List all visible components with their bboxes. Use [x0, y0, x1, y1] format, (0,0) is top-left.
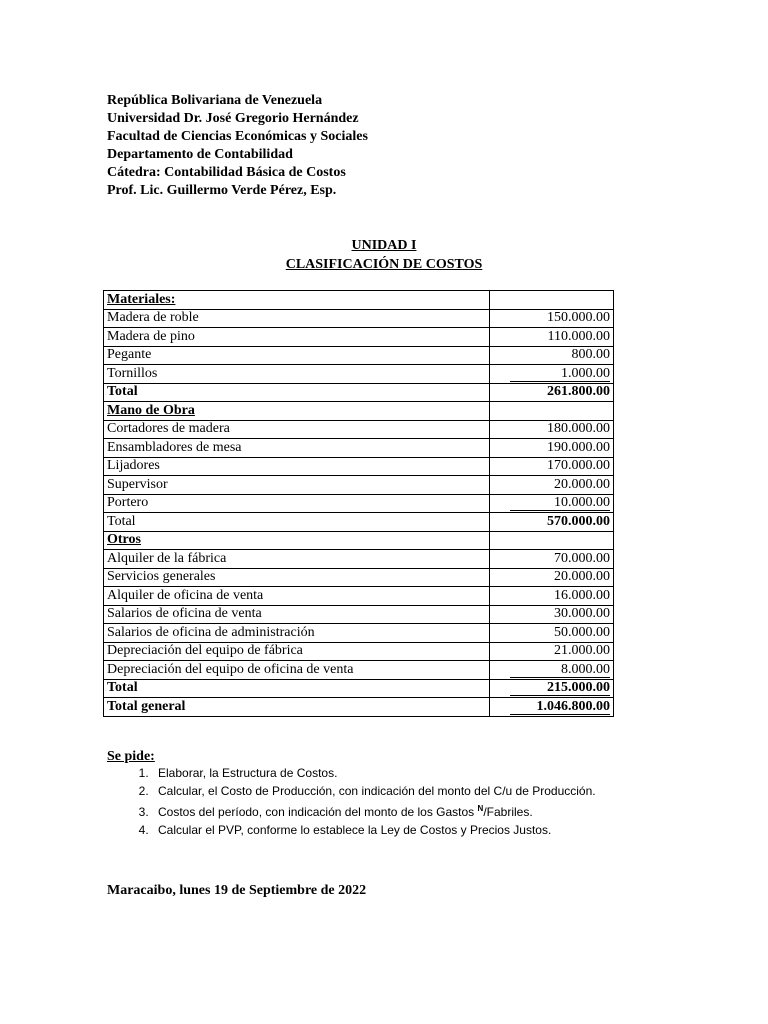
row-value: 170.000.00 [490, 457, 614, 476]
table-row [104, 346, 614, 365]
section-heading-materiales: Materiales: [104, 291, 490, 310]
instruction-text: Elaborar, la Estructura de Costos. [158, 766, 338, 780]
total-value: 570.000.00 [490, 513, 614, 532]
total-value: 215.000.00 [510, 681, 610, 696]
institution-header [107, 92, 368, 200]
table-row [104, 439, 614, 458]
table-row [104, 309, 614, 328]
instruction-item [152, 822, 596, 840]
instructions-block [107, 748, 596, 839]
table-row [104, 661, 614, 680]
section-header-row [104, 291, 614, 310]
row-label: Depreciación del equipo de oficina de venta [104, 661, 490, 680]
grand-total-row [104, 698, 614, 717]
table-row [104, 624, 614, 643]
header-line: República Bolivariana de Venezuela [107, 93, 323, 108]
instruction-text: Calcular el PVP, conforme lo establece la Ley de Costos y Precios Justos. [158, 822, 552, 837]
total-row [104, 513, 614, 532]
place-date: Maracaibo, lunes 19 de Septiembre de 2022 [107, 883, 367, 898]
row-value: 20.000.00 [490, 568, 614, 587]
row-value: 1.000.00 [510, 367, 610, 382]
table-row [104, 642, 614, 661]
total-label: Total [104, 679, 490, 698]
table-row [104, 420, 614, 439]
row-label: Supervisor [104, 476, 490, 495]
row-value: 150.000.00 [490, 309, 614, 328]
row-value: 110.000.00 [490, 328, 614, 347]
section-header-row [104, 402, 614, 421]
total-label: Total [104, 383, 490, 402]
row-value: 20.000.00 [490, 476, 614, 495]
table-row [104, 365, 614, 384]
table-row [104, 457, 614, 476]
section-header-row [104, 531, 614, 550]
row-label: Ensambladores de mesa [104, 439, 490, 458]
instructions-list [107, 765, 596, 839]
table-row [104, 550, 614, 569]
row-label: Alquiler de oficina de venta [104, 587, 490, 606]
row-value: 30.000.00 [490, 605, 614, 624]
instruction-text: Calcular, el Costo de Producción, con indicación del monto del C/u de Producción. [158, 783, 596, 798]
row-value: 800.00 [490, 346, 614, 365]
instruction-text: Costos del período, con indicación del monto de los Gastos [158, 805, 475, 819]
row-label: Alquiler de la fábrica [104, 550, 490, 569]
instruction-superscript: N [477, 804, 484, 813]
row-value: 180.000.00 [490, 420, 614, 439]
row-value: 10.000.00 [510, 496, 610, 511]
unit-subtitle: CLASIFICACIÓN DE COSTOS [285, 257, 483, 272]
row-label: Lijadores [104, 457, 490, 476]
section-heading-otros: Otros [104, 531, 490, 550]
total-label: Total [104, 513, 490, 532]
row-value: 8.000.00 [510, 663, 610, 678]
row-label: Salarios de oficina de administración [104, 624, 490, 643]
row-label: Madera de roble [104, 309, 490, 328]
table-row [104, 605, 614, 624]
row-label: Madera de pino [104, 328, 490, 347]
instructions-lead: Se pide: [107, 749, 155, 764]
row-label: Tornillos [104, 365, 490, 384]
table-row [104, 328, 614, 347]
header-line: Departamento de Contabilidad [107, 147, 293, 162]
header-line: Prof. Lic. Guillermo Verde Pérez, Esp. [107, 183, 337, 198]
unit-title: UNIDAD I [351, 238, 417, 253]
instruction-item [152, 783, 596, 801]
row-label: Portero [104, 494, 490, 513]
cost-table [103, 290, 614, 717]
table-row [104, 568, 614, 587]
grand-total-label: Total general [104, 698, 490, 717]
instruction-tail: /Fabriles. [483, 805, 533, 819]
grand-total-value: 1.046.800.00 [510, 700, 610, 715]
section-heading-mano-obra: Mano de Obra [104, 402, 490, 421]
row-value: 21.000.00 [490, 642, 614, 661]
row-value: 50.000.00 [490, 624, 614, 643]
row-value: 190.000.00 [490, 439, 614, 458]
header-line: Universidad Dr. José Gregorio Hernández [107, 111, 359, 126]
table-row [104, 476, 614, 495]
row-value: 70.000.00 [490, 550, 614, 569]
row-label: Depreciación del equipo de fábrica [104, 642, 490, 661]
header-line: Facultad de Ciencias Económicas y Sociales [107, 129, 368, 144]
row-label: Pegante [104, 346, 490, 365]
header-line: Cátedra: Contabilidad Básica de Costos [107, 165, 346, 180]
row-label: Cortadores de madera [104, 420, 490, 439]
total-row [104, 383, 614, 402]
total-value: 261.800.00 [490, 383, 614, 402]
instruction-item [152, 765, 596, 783]
table-row [104, 494, 614, 513]
row-label: Servicios generales [104, 568, 490, 587]
row-value: 16.000.00 [490, 587, 614, 606]
instruction-item [152, 800, 596, 822]
table-row [104, 587, 614, 606]
total-row [104, 679, 614, 698]
row-label: Salarios de oficina de venta [104, 605, 490, 624]
